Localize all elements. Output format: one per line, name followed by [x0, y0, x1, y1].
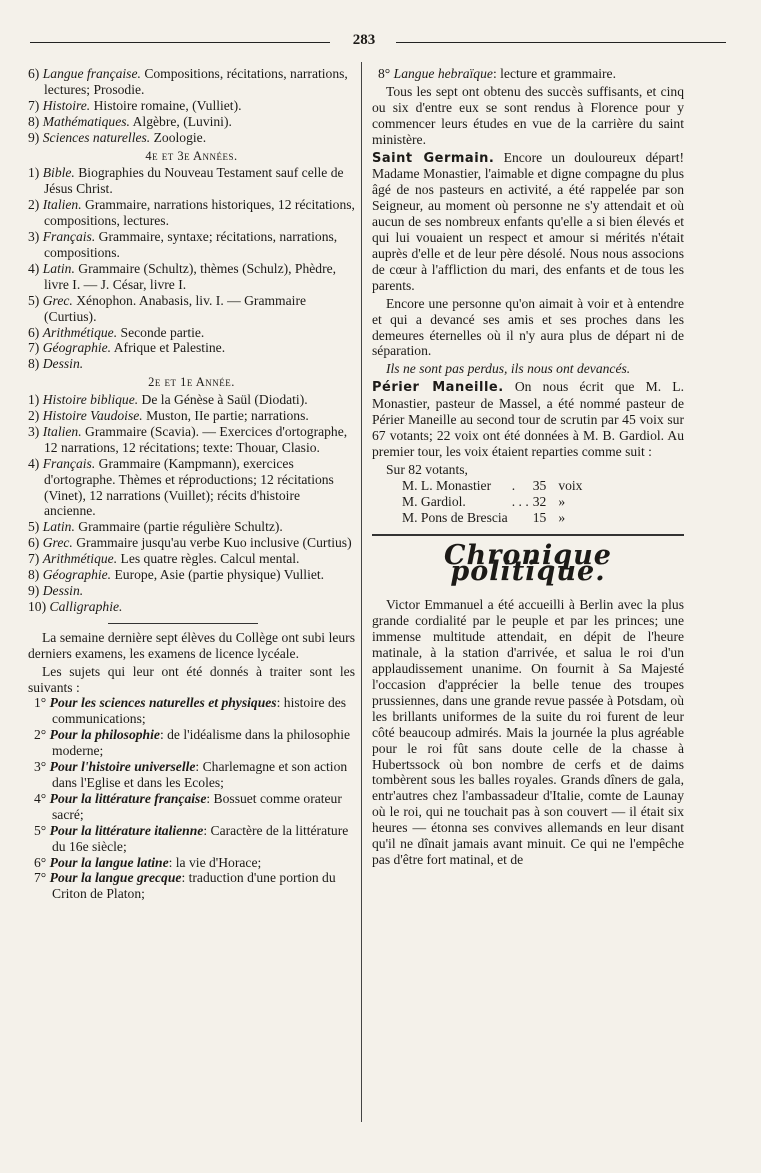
- article-text: On nous écrit que M. L. Monastier, pasteur de Massel, a été nommé pasteur de Périer Maneille au second tour de scrutin par 45 voix sur 67 votants; 22 voix ont été données à M. B. Gardiol. Au premier tour, les voix étaient reparties comme suit :: [372, 379, 684, 459]
- item-text: Zoologie.: [153, 129, 207, 145]
- quote: Ils ne sont pas perdus, ils nous ont devancés.: [386, 361, 631, 377]
- heading-2-1-annee: 2e et 1e Année.: [148, 375, 235, 390]
- subject-item: [28, 759, 355, 791]
- item-number: 3): [28, 229, 40, 245]
- item-subject: Mathématiques.: [42, 113, 130, 129]
- list-item: [28, 408, 355, 424]
- list-item: [28, 165, 355, 197]
- article-chronique: Victor Emmanuel a été accueilli à Berlin avec la plus grande cordialité par le peuple et par les princes; une immense multitude attendait, en dépit de l'heure matinale, à la station d'arrivée, et salua le roi d'un applaudissement unanime. On fournit à Sa Majesté l'occasion d'apprécier la belle tenue des troupes prussiennes, dans une grande revue passée à Potsdam, où les brillants uniformes de la suite du roi furent de leur côté beaucoup admirés. Mais la journée la plus agréable pour le roi fût sans doute celle de la chasse à Hubertssock où bon nombre de cerfs et de daims tombèrent sous les balles royales. Grands dîners de gala, entr'autres chez l'ambassadeur d'Italie, comte de Launay où le roi, qui ne touchait pas à son couvert — il était six heures — étonna ses convives allemands en leur disant qu'il ne dînait jamais avant minuit. Ce qui ne l'empêche pas d'être fort matinal, et de: [372, 597, 684, 867]
- item-number: 4): [28, 260, 40, 276]
- item-text: Europe, Asie (partie physique) Vulliet.: [114, 567, 325, 583]
- item-subject: Calligraphie.: [49, 598, 123, 614]
- item-subject: Histoire.: [42, 97, 91, 113]
- item-text: Seconde partie.: [120, 324, 205, 340]
- subject-list: [28, 695, 355, 902]
- item-text: : lecture et grammaire.: [492, 66, 616, 81]
- item-number: 4): [28, 455, 40, 471]
- item-subject: Histoire biblique.: [42, 392, 139, 408]
- list-item: [28, 551, 355, 567]
- intro-item-list: [28, 66, 355, 146]
- item-subject: Français.: [42, 229, 96, 245]
- item-text: Muston, IIe partie; narrations.: [146, 408, 309, 424]
- page-header: [30, 32, 726, 54]
- subject-number: 7°: [34, 870, 47, 886]
- vote-count: 15: [532, 509, 547, 525]
- item-subject: Géographie.: [42, 567, 112, 583]
- item-subject: Dessin.: [42, 356, 84, 372]
- item-subject: Langue hebraïque: [393, 66, 493, 81]
- item-number: 3): [28, 423, 40, 439]
- subject-number: 2°: [34, 727, 47, 743]
- vote-unit: »: [558, 493, 566, 509]
- paragraph-success: Tous les sept ont obtenu des succès suffisants, et cinq ou six d'entre eux se sont rendus à Florence pour y commencer leurs études en vue de la carrière du saint ministère.: [372, 83, 684, 147]
- vote-dots: . . .: [511, 493, 529, 509]
- subject-text: : Charlemagne et son action dans l'Eglise et dans les Ecoles;: [52, 759, 348, 790]
- vote-count: 32: [532, 493, 547, 509]
- item-number: 10): [28, 598, 47, 614]
- item-subject: Grec.: [42, 292, 73, 308]
- item-subject: Histoire Vaudoise.: [42, 408, 143, 424]
- article-title: Périer Maneille.: [372, 380, 504, 396]
- item-number: 9): [28, 583, 40, 598]
- vote-row: [402, 494, 586, 510]
- item-text: Compositions, récitations, narrations, lectures; Prosodie.: [44, 66, 348, 97]
- vote-dots: [512, 510, 533, 526]
- item-subject: Grec.: [42, 535, 73, 551]
- subject-item: [28, 823, 355, 855]
- item-number: 9): [28, 129, 40, 145]
- item-subject: Sciences naturelles.: [42, 129, 151, 145]
- votants-line: Sur 82 votants,: [386, 461, 468, 477]
- candidate-name: M. Pons de Brescia: [402, 509, 508, 525]
- subject-label: Pour l'histoire universelle: [49, 759, 196, 775]
- votes-table: [402, 478, 586, 526]
- subject-item: [28, 727, 355, 759]
- subject-label: Pour la langue grecque: [49, 870, 182, 886]
- article-perier: [372, 379, 684, 460]
- paragraph-saint-germain-2: Encore une personne qu'on aimait à voir et à entendre et qui a devancé ses amis et ses proches dans les demeures éternelles où il n'y aura plus de départ ni de séparation.: [372, 295, 684, 359]
- item-subject: Français.: [42, 455, 96, 471]
- item-subject: Bible.: [42, 165, 75, 181]
- section-title: Chronique politique.: [444, 539, 612, 587]
- list-item: [28, 456, 355, 520]
- paragraph-subjects: Les sujets qui leur ont été donnés à traiter sont les suivants :: [28, 663, 355, 695]
- subject-number: 4°: [34, 790, 47, 806]
- subject-number: 3°: [34, 759, 47, 775]
- list-item: [28, 535, 355, 551]
- item-number: 7): [28, 97, 40, 113]
- item-number: 8): [28, 356, 40, 372]
- article-text: Encore un douloureux départ! Madame Monastier, l'aimable et digne compagne du plus âgé de nos pasteurs en activité, a été rappelée par son Seigneur, au moment où personne ne s'y attendait et où aucun de ses nombreux enfants qu'elle a si bien élevés et qui lui vouaient un respect et amour si mérités n'était auprès d'elle et de leur père désolé. Nous nous associons de cœur à l'affliction du mari, des enfants et de tous les parents.: [372, 149, 684, 293]
- item-text: Biographies du Nouveau Testament sauf celle de Jésus Christ.: [44, 165, 344, 197]
- right-column: [372, 66, 684, 868]
- list-item: [28, 229, 355, 261]
- list-item: [28, 356, 355, 372]
- item-number: 2): [28, 408, 40, 424]
- subject-text: : de l'idéalisme dans la philosophie moderne;: [52, 727, 351, 759]
- list-item: [28, 567, 355, 583]
- subject-number: 5°: [34, 822, 47, 838]
- list-item: [28, 130, 355, 146]
- header-rule-right: [396, 42, 726, 43]
- subject-text: : Bossuet comme orateur sacré;: [52, 790, 342, 822]
- item-text: Les quatre règles. Calcul mental.: [120, 551, 300, 567]
- subject-text: : Caractère de la littérature du 16e siècle;: [52, 822, 349, 854]
- item-text: Grammaire (Kampmann), exercices d'ortographe. Thèmes et réproductions; 12 récitations (Vinet), 12 narrations (Vuillet); récits d'histoire ancienne.: [44, 455, 334, 519]
- vote-row: [402, 478, 586, 494]
- list-item: [28, 325, 355, 341]
- list-item: [372, 66, 684, 82]
- candidate-name: M. L. Monastier: [402, 477, 492, 493]
- vote-row: [402, 510, 586, 526]
- item-number: 5): [28, 292, 40, 308]
- list-item: [28, 114, 355, 130]
- item-number: 6): [28, 324, 40, 340]
- subject-item: [28, 870, 355, 902]
- list-item: [28, 424, 355, 456]
- subject-text: : la vie d'Horace;: [168, 854, 262, 870]
- left-column: [28, 66, 355, 902]
- item-text: Grammaire (Scavia). — Exercices d'ortographe, 12 narrations, 12 récitations; texte: Thouar, Clasio.: [44, 423, 348, 455]
- list-item: [28, 293, 355, 325]
- subject-text: : traduction d'une portion du Criton de Platon;: [52, 870, 336, 902]
- subject-number: 1°: [34, 695, 47, 711]
- item-number: 7): [28, 340, 40, 356]
- article-saint-germain: [372, 150, 684, 294]
- item-text: De la Génèse à Saül (Diodati).: [141, 392, 308, 408]
- list-item: [28, 340, 355, 356]
- item-text: Grammaire, syntaxe; récitations, narrations, compositions.: [44, 229, 338, 260]
- item-text: Algèbre, (Luvini).: [132, 113, 232, 129]
- list-item: [28, 519, 355, 535]
- vote-unit: voix: [558, 477, 583, 493]
- column-divider: [361, 62, 362, 1122]
- vote-unit: »: [558, 509, 566, 525]
- item-subject: Latin.: [42, 260, 75, 276]
- item-number: 5): [28, 519, 40, 535]
- list-item: [28, 66, 355, 98]
- list-item: [28, 392, 355, 408]
- item-number: 6): [28, 66, 40, 81]
- section-separator: [108, 623, 258, 624]
- subject-text: : histoire des communications;: [52, 695, 347, 727]
- subject-label: Pour la littérature française: [49, 790, 207, 806]
- item-number: 1): [28, 392, 40, 408]
- subject-label: Pour la langue latine: [49, 854, 169, 870]
- subject-label: Pour la littérature italienne: [49, 822, 204, 838]
- item-subject: Arithmétique.: [42, 324, 118, 340]
- item-subject: Langue française.: [42, 66, 141, 81]
- vote-dots: .: [511, 477, 516, 493]
- item-subject: Dessin.: [42, 583, 84, 598]
- section-rule: [372, 534, 684, 536]
- item-number: 8): [28, 567, 40, 583]
- list-item: [28, 98, 355, 114]
- item-subject: Italien.: [42, 423, 82, 439]
- subject-number: 6°: [34, 854, 47, 870]
- heading-4-3-annees: 4e et 3e Années.: [145, 148, 238, 163]
- list-item: [28, 583, 355, 599]
- item-number: 7): [28, 551, 40, 567]
- item-text: Grammaire (Schultz), thèmes (Schulz), Phèdre, livre I. — J. César, livre I.: [44, 260, 337, 292]
- item-number: 8): [28, 113, 40, 129]
- subject-item: [28, 855, 355, 871]
- item-subject: Arithmétique.: [42, 551, 118, 567]
- vote-count: 35: [532, 477, 547, 493]
- paragraph-exam: La semaine dernière sept élèves du Collège ont subi leurs derniers examens, les examens de licence lycéale.: [28, 629, 355, 661]
- article-title: Saint Germain.: [372, 150, 495, 166]
- item-subject: Géographie.: [42, 340, 112, 356]
- list-item: [28, 599, 355, 615]
- item-number: 8°: [378, 66, 391, 81]
- item-text: Histoire romaine, (Vulliet).: [93, 97, 242, 113]
- subject-item: [28, 695, 355, 727]
- page-number: 283: [352, 32, 376, 48]
- header-rule-left: [30, 42, 330, 43]
- candidate-name: M. Gardiol.: [402, 493, 466, 509]
- subject-label: Pour les sciences naturelles et physiques: [49, 695, 277, 711]
- list-item: [28, 261, 355, 293]
- item-list-2-1: [28, 392, 355, 615]
- item-number: 2): [28, 197, 40, 213]
- item-text: Grammaire jusqu'au verbe Kuo inclusive (Curtius): [76, 535, 352, 551]
- item-text: Grammaire, narrations historiques, 12 récitations, compositions, lectures.: [44, 197, 355, 229]
- item-text: Grammaire (partie régulière Schultz).: [78, 519, 283, 535]
- item-list-4-3: [28, 165, 355, 372]
- item-subject: Italien.: [42, 197, 82, 213]
- item-text: Xénophon. Anabasis, liv. I. — Grammaire (Curtius).: [44, 292, 307, 324]
- list-item: [28, 197, 355, 229]
- subject-label: Pour la philosophie: [49, 727, 160, 743]
- item-text: Afrique et Palestine.: [113, 340, 226, 356]
- subject-item: [28, 791, 355, 823]
- item-number: 6): [28, 535, 40, 551]
- item-subject: Latin.: [42, 519, 75, 535]
- item-number: 1): [28, 165, 40, 181]
